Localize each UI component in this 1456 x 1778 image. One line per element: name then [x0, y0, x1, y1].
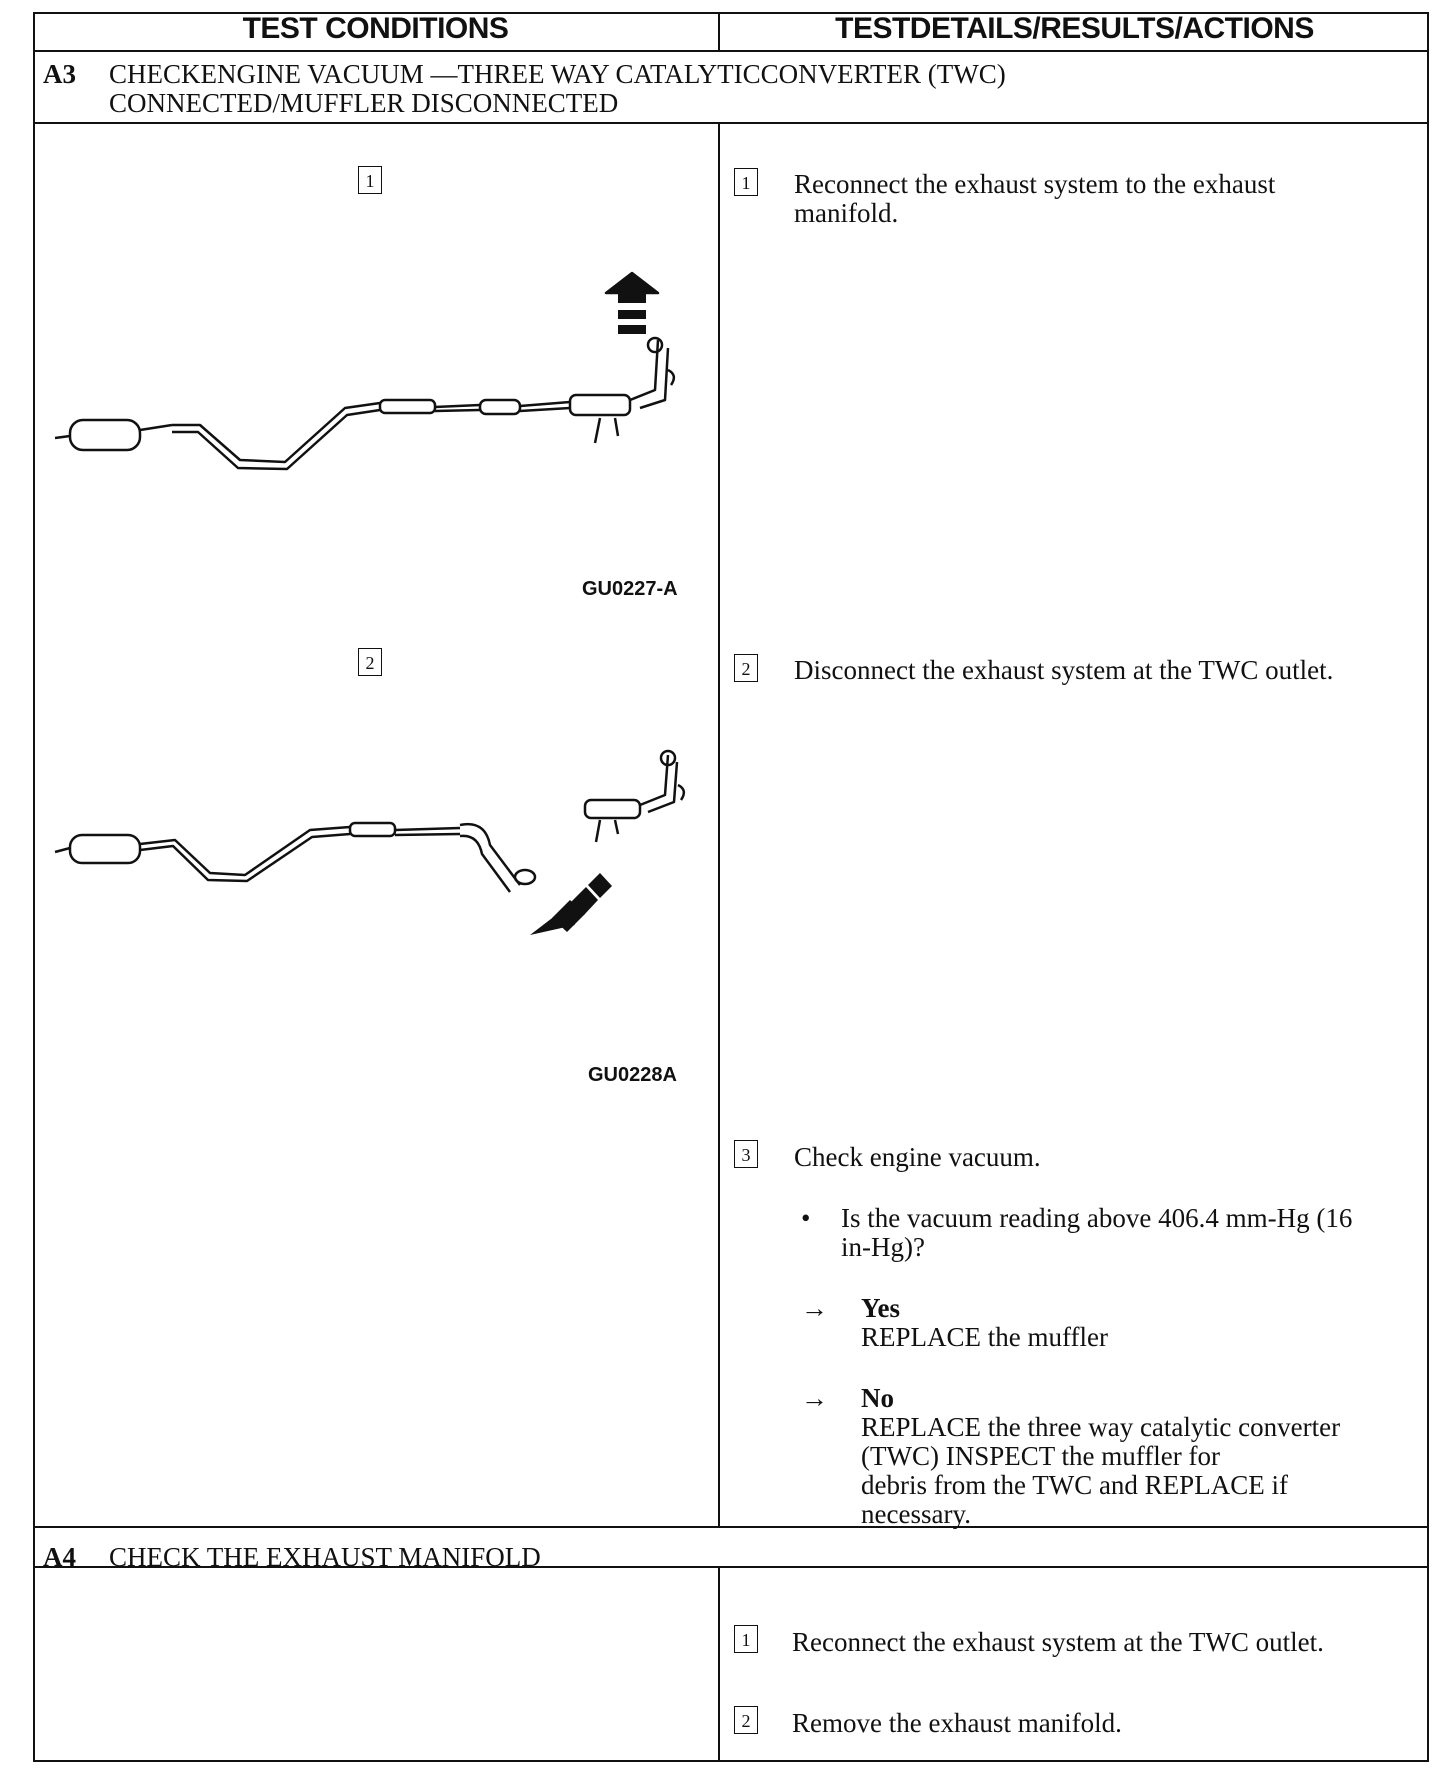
header-rule [33, 50, 1429, 52]
a3-step3-box: 3 [734, 1140, 758, 1168]
a3-step2-box: 2 [734, 654, 758, 682]
exhaust-system-illustration-2 [40, 740, 740, 1000]
question-bullet: • [801, 1203, 811, 1233]
no-action-line2: (TWC) INSPECT the muffler for [861, 1441, 1220, 1471]
question-line1: Is the vacuum reading above 406.4 mm-Hg (16 [841, 1203, 1353, 1233]
figure1-code: GU0227-A [582, 578, 678, 600]
a3-step1-box: 1 [734, 168, 758, 196]
muffler-shape-2 [70, 835, 140, 863]
figure1-step-box: 1 [358, 166, 382, 194]
no-action-line3: debris from the TWC and REPLACE if [861, 1470, 1288, 1500]
section-a3-heading [43, 60, 1343, 120]
a4-step2-text: Remove the exhaust manifold. [792, 1708, 1122, 1738]
question-text [841, 1204, 1421, 1262]
question-line2: in-Hg)? [841, 1232, 925, 1262]
section-a4-title: CHECK THE EXHAUST MANIFOLD [109, 1542, 541, 1572]
header-test-details: TESTDETAILS/RESULTS/ACTIONS [835, 12, 1314, 45]
no-action-line1: REPLACE the three way catalytic converter [861, 1412, 1341, 1442]
muffler-shape [70, 420, 140, 450]
a4-step2-box: 2 [734, 1706, 758, 1734]
section-a3-code: A3 [43, 59, 76, 89]
a3-step1-line1: Reconnect the exhaust system to the exhaust [794, 169, 1276, 199]
column-divider-a4 [718, 1566, 720, 1762]
a3-step3-text: Check engine vacuum. [794, 1142, 1041, 1172]
a3-title-rule [33, 122, 1429, 124]
no-action-line4: necessary. [861, 1499, 971, 1529]
section-a3-title-line2: CONNECTED/MUFFLER DISCONNECTED [109, 88, 619, 118]
yes-action: REPLACE the muffler [861, 1322, 1108, 1352]
a4-step1-text: Reconnect the exhaust system at the TWC outlet. [792, 1627, 1324, 1657]
section-a4-heading [43, 1543, 1343, 1573]
no-arrow: → [801, 1383, 828, 1413]
a3-step2-text: Disconnect the exhaust system at the TWC outlet. [794, 655, 1334, 685]
yes-label: Yes [861, 1293, 900, 1323]
a4-step1-box: 1 [734, 1625, 758, 1653]
section-a3-title-line1: CHECKENGINE VACUUM —THREE WAY CATALYTICCONVERTER (TWC) [109, 59, 1006, 89]
header-test-conditions: TEST CONDITIONS [242, 12, 509, 45]
no-answer [861, 1384, 1421, 1529]
section-a3-title [109, 60, 1209, 118]
section-a4-code: A4 [43, 1542, 76, 1572]
yes-arrow: → [801, 1293, 828, 1323]
exhaust-system-illustration-1 [40, 240, 740, 540]
up-arrow-icon [606, 273, 658, 293]
a3-step1-line2: manifold. [794, 198, 899, 228]
figure2-step-box: 2 [358, 648, 382, 676]
figure2-code: GU0228A [588, 1064, 677, 1086]
no-label: No [861, 1383, 894, 1413]
yes-answer [861, 1294, 1421, 1352]
a3-step1-text [794, 170, 1414, 228]
